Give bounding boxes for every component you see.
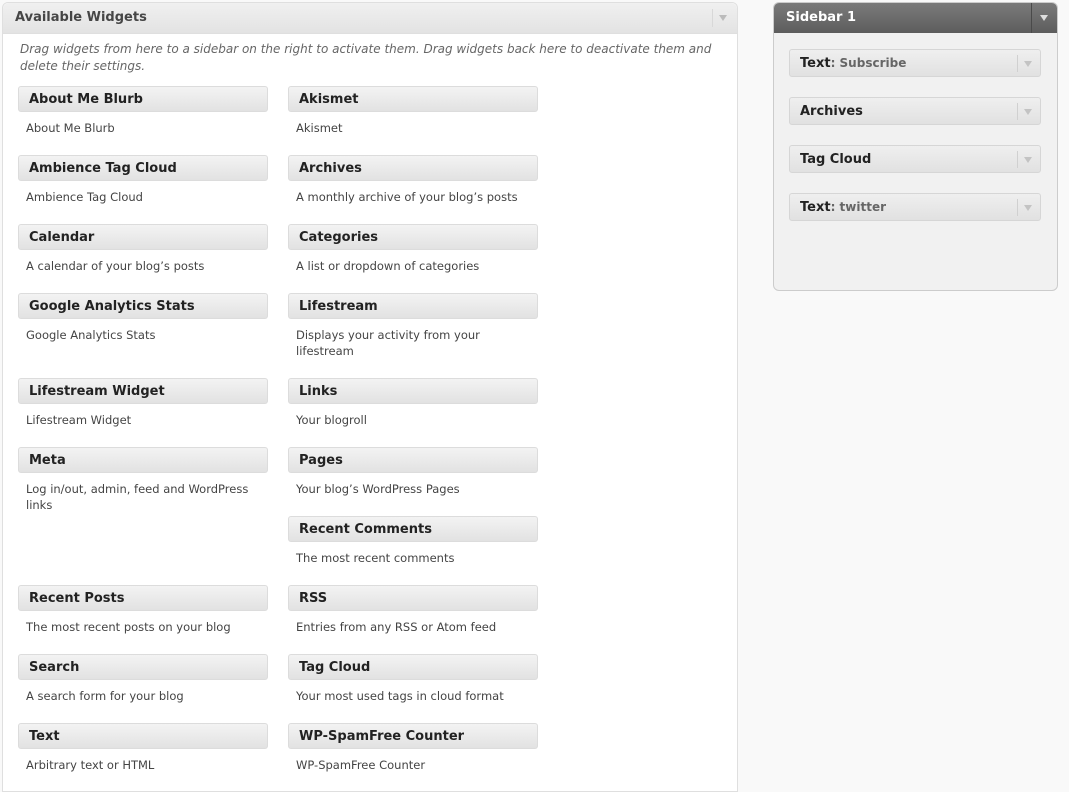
sidebar-widget-name: Text <box>800 56 831 71</box>
widget-description: WP-SpamFree Counter <box>296 758 426 772</box>
widget-handle[interactable]: Akismet <box>288 86 538 112</box>
sidebar-1-panel <box>773 2 1058 291</box>
widget-description: Arbitrary text or HTML <box>26 758 155 772</box>
available-widget <box>18 378 268 428</box>
available-widget <box>18 447 268 513</box>
widget-handle[interactable]: Lifestream <box>288 293 538 319</box>
widget-handle[interactable]: Categories <box>288 224 538 250</box>
widget-divider <box>1017 199 1018 216</box>
widget-description: A calendar of your blog’s posts <box>26 259 205 273</box>
widget-description: Your blogroll <box>296 413 367 427</box>
widget-handle[interactable]: WP-SpamFree Counter <box>288 723 538 749</box>
sidebar-widget-text-twitter[interactable] <box>789 193 1041 221</box>
sidebar-widget-text-subscribe[interactable] <box>789 49 1041 77</box>
sidebar-widget-name: Text <box>800 200 831 215</box>
widget-description: Log in/out, admin, feed and WordPress links <box>26 482 249 512</box>
widget-description: Entries from any RSS or Atom feed <box>296 620 497 634</box>
widget-description: Ambience Tag Cloud <box>26 190 143 204</box>
widget-handle[interactable]: Search <box>18 654 268 680</box>
header-divider <box>1031 3 1032 33</box>
available-widget <box>288 378 538 428</box>
widget-description: Google Analytics Stats <box>26 328 156 342</box>
collapse-arrow-icon[interactable] <box>1040 15 1048 21</box>
widget-divider <box>1017 151 1018 168</box>
collapse-arrow-icon[interactable] <box>719 15 727 21</box>
widget-handle[interactable]: Meta <box>18 447 268 473</box>
expand-arrow-icon[interactable] <box>1024 61 1032 67</box>
sidebar-1-header[interactable] <box>774 3 1057 33</box>
widget-handle[interactable]: Ambience Tag Cloud <box>18 155 268 181</box>
sidebar-widget-name: Archives <box>800 104 863 119</box>
sidebar-widget-subtitle: : Subscribe <box>830 56 907 70</box>
expand-arrow-icon[interactable] <box>1024 205 1032 211</box>
widget-handle[interactable]: Google Analytics Stats <box>18 293 268 319</box>
header-divider <box>712 9 713 27</box>
available-widget <box>18 585 268 635</box>
available-widget <box>288 86 538 136</box>
widget-description: Your most used tags in cloud format <box>296 689 504 703</box>
available-widget <box>288 585 538 635</box>
widget-description: Lifestream Widget <box>26 413 132 427</box>
sidebar-widget-archives[interactable] <box>789 97 1041 125</box>
available-widgets-panel <box>2 2 738 792</box>
widget-handle[interactable]: Text <box>18 723 268 749</box>
widget-description: The most recent posts on your blog <box>26 620 231 634</box>
available-widget <box>288 723 538 773</box>
widget-divider <box>1017 103 1018 120</box>
available-widget <box>18 723 268 773</box>
available-widget <box>18 293 268 343</box>
widget-handle[interactable]: Lifestream Widget <box>18 378 268 404</box>
widget-description: A search form for your blog <box>26 689 184 703</box>
sidebar-widget-subtitle: : twitter <box>830 200 887 214</box>
sidebar-widget-name: Tag Cloud <box>800 152 872 167</box>
available-widget <box>288 654 538 704</box>
available-widget <box>288 447 538 497</box>
widget-handle[interactable]: Recent Posts <box>18 585 268 611</box>
widget-handle[interactable]: Links <box>288 378 538 404</box>
widget-handle[interactable]: Recent Comments <box>288 516 538 542</box>
widget-handle[interactable]: About Me Blurb <box>18 86 268 112</box>
available-widget <box>288 155 538 205</box>
sidebar-widget-tag-cloud[interactable] <box>789 145 1041 173</box>
available-widget <box>288 516 538 566</box>
widget-description: The most recent comments <box>296 551 455 565</box>
widget-description: Displays your activity from your lifestream <box>296 328 480 358</box>
widget-handle[interactable]: RSS <box>288 585 538 611</box>
widget-description: A monthly archive of your blog’s posts <box>296 190 518 204</box>
available-widgets-header[interactable] <box>3 3 737 34</box>
widget-handle[interactable]: Tag Cloud <box>288 654 538 680</box>
available-widget <box>288 224 538 274</box>
widget-handle[interactable]: Calendar <box>18 224 268 250</box>
available-widget <box>18 155 268 205</box>
expand-arrow-icon[interactable] <box>1024 157 1032 163</box>
available-widget <box>18 86 268 136</box>
widget-divider <box>1017 55 1018 72</box>
widget-handle[interactable]: Archives <box>288 155 538 181</box>
widget-description: A list or dropdown of categories <box>296 259 480 273</box>
available-widget <box>288 293 538 359</box>
widget-handle[interactable]: Pages <box>288 447 538 473</box>
sidebar-1-title: Sidebar 1 <box>786 10 857 25</box>
widget-description: Akismet <box>296 121 343 135</box>
expand-arrow-icon[interactable] <box>1024 109 1032 115</box>
available-widget <box>18 654 268 704</box>
available-widgets-title: Available Widgets <box>15 10 147 25</box>
widget-description: Your blog’s WordPress Pages <box>296 482 460 496</box>
available-widgets-description: Drag widgets from here to a sidebar on the right to activate them. Drag widgets back here to deactivate them and delete their settings. <box>20 42 712 73</box>
available-widget <box>18 224 268 274</box>
widget-description: About Me Blurb <box>26 121 115 135</box>
